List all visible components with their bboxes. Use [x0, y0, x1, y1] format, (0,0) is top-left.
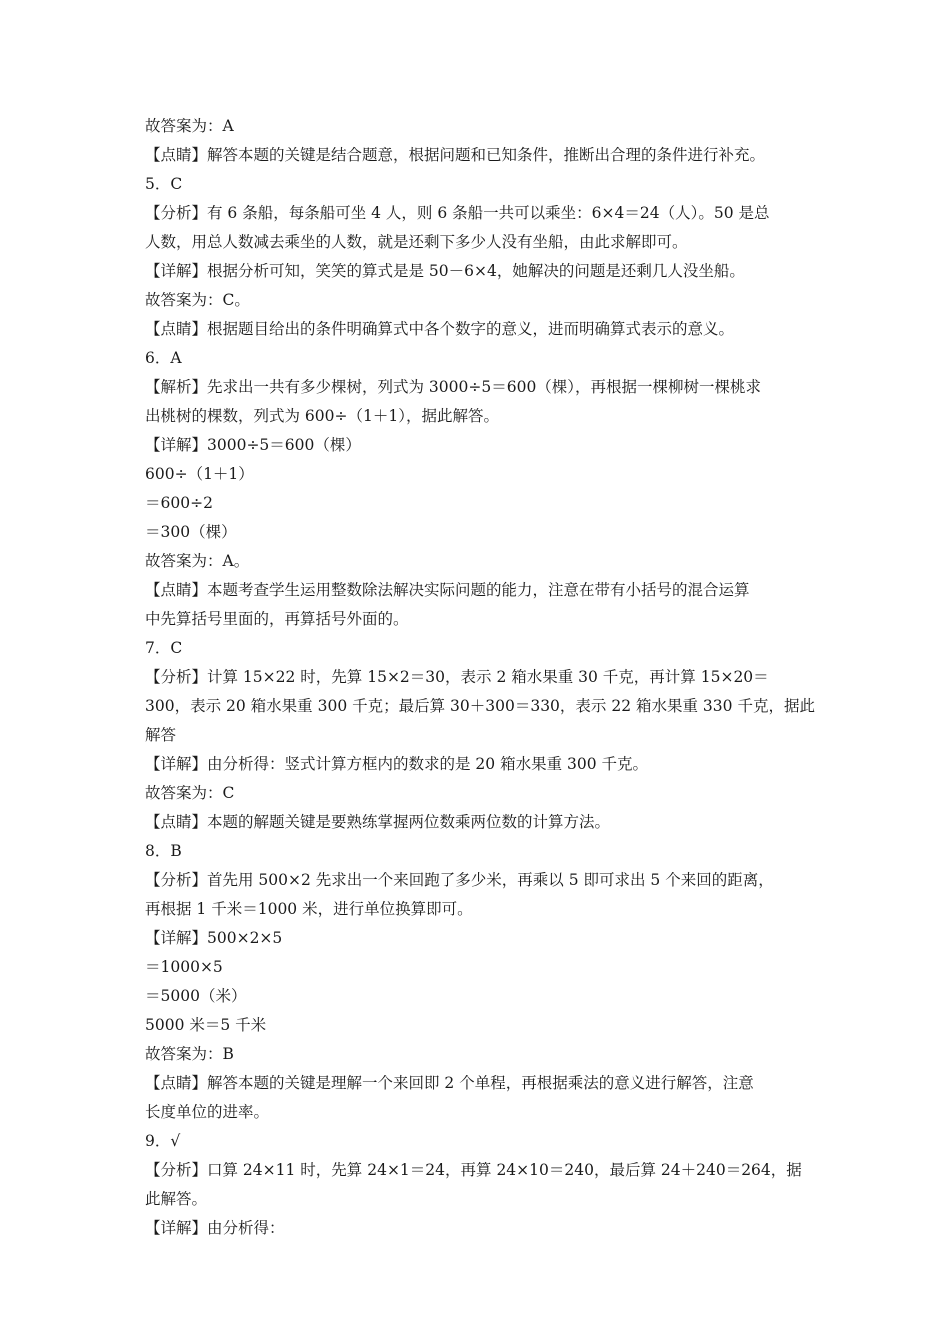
text-line: 【详解】3000÷5＝600（棵）: [145, 436, 361, 454]
text-line: 600÷（1＋1）: [145, 465, 254, 483]
text-line: 长度单位的进率。: [145, 1103, 270, 1121]
text-line: 故答案为：C: [145, 784, 235, 802]
text-line: 5000 米＝5 千米: [145, 1016, 267, 1034]
question-number: 6．A: [145, 349, 182, 367]
text-line: 人数，用总人数减去乘坐的人数，就是还剩下多少人没有坐船，由此求解即可。: [145, 233, 688, 251]
text-line: 故答案为：A。: [145, 552, 250, 570]
text-line: 解答: [145, 726, 177, 744]
text-line: 【点睛】解答本题的关键是理解一个来回即 2 个单程，再根据乘法的意义进行解答，注意: [145, 1074, 754, 1092]
text-line: 故答案为：B: [145, 1045, 234, 1063]
question-number: 9．√: [145, 1132, 181, 1150]
text-line: 【详解】由分析得：竖式计算方框内的数求的是 20 箱水果重 300 千克。: [145, 755, 649, 773]
text-line: 【点睛】本题的解题关键是要熟练掌握两位数乘两位数的计算方法。: [145, 813, 611, 831]
text-line: 【详解】由分析得：: [145, 1219, 285, 1237]
text-line: 故答案为：C。: [145, 291, 250, 309]
answer-text-body: [145, 112, 825, 1243]
text-line: 【分析】口算 24×11 时，先算 24×1＝24，再算 24×10＝240，最后算 24＋240＝264，据: [145, 1161, 802, 1179]
text-line: 【点睛】解答本题的关键是结合题意，根据问题和已知条件，推断出合理的条件进行补充。: [145, 146, 766, 164]
text-line: 出桃树的棵数，列式为 600÷（1＋1），据此解答。: [145, 407, 499, 425]
text-line: 【分析】计算 15×22 时，先算 15×2＝30，表示 2 箱水果重 30 千克，再计算 15×20＝: [145, 668, 769, 686]
text-line: 【解析】先求出一共有多少棵树，列式为 3000÷5＝600（棵），再根据一棵柳树一棵桃求: [145, 378, 762, 396]
text-line: 【详解】500×2×5: [145, 929, 283, 947]
text-line: 【点睛】本题考查学生运用整数除法解决实际问题的能力，注意在带有小括号的混合运算: [145, 581, 750, 599]
text-line: ＝600÷2: [145, 494, 213, 512]
question-number: 7．C: [145, 639, 183, 657]
text-line: 故答案为：A: [145, 117, 234, 135]
text-line: 【详解】根据分析可知，笑笑的算式是是 50－6×4，她解决的问题是还剩几人没坐船。: [145, 262, 745, 280]
text-line: 【点睛】根据题目给出的条件明确算式中各个数字的意义，进而明确算式表示的意义。: [145, 320, 735, 338]
text-line: 中先算括号里面的，再算括号外面的。: [145, 610, 409, 628]
text-line: 再根据 1 千米＝1000 米，进行单位换算即可。: [145, 900, 473, 918]
text-line: ＝1000×5: [145, 958, 223, 976]
text-line: ＝300（棵）: [145, 523, 237, 541]
text-line: 300，表示 20 箱水果重 300 千克；最后算 30＋300＝330，表示 22 箱水果重 330 千克，据此: [145, 697, 815, 715]
text-line: 【分析】首先用 500×2 先求出一个来回跑了多少米，再乘以 5 即可求出 5 个来回的距离，: [145, 871, 774, 889]
text-line: ＝5000（米）: [145, 987, 247, 1005]
question-number: 8．B: [145, 842, 182, 860]
text-line: 此解答。: [145, 1190, 208, 1208]
text-line: 【分析】有 6 条船，每条船可坐 4 人，则 6 条船一共可以乘坐：6×4＝24（人）。50 是总: [145, 204, 770, 222]
question-number: 5．C: [145, 175, 183, 193]
